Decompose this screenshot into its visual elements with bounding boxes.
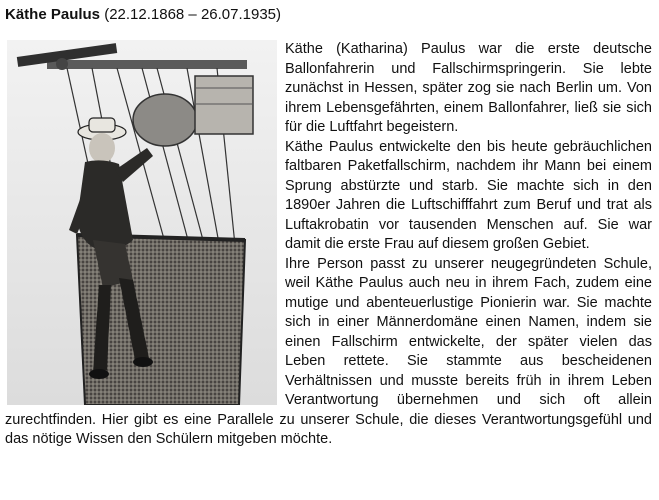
life-dates: (22.12.1868 – 26.07.1935) (100, 6, 282, 23)
article-body (5, 40, 652, 450)
person-name: Käthe Paulus (5, 6, 101, 23)
paragraph-intro: Käthe (Katharina) Paulus war die erste deutsche Ballonfahrerin und Fallschirmspringerin. Sie lebte zunächst in Hessen, später zog sie nach Berlin um. Von ihrem Lebensgefährten, einem Ballonfahrer, ließ sie sich für die Luftfahrt begeistern. (285, 41, 652, 135)
photo-float-space (5, 40, 285, 405)
page-title (5, 6, 281, 24)
paragraph-parachute: Käthe Paulus entwickelte den bis heute gebräuchlichen faltbaren Paketfallschirm, nachdem ihr Mann bei einem Sprung abstürzte und starb. Sie machte sich in den 1890er Jahren die Luftschifffahrt zum Beruf und trat als Luftakrobatin vor tausenden Menschen auf. Sie war damit die erste Frau auf diesem großen Gebiet. (285, 138, 652, 252)
paragraph-school: Ihre Person passt zu unserer neugegründeten Schule, weil Käthe Paulus auch neu in ihrem Fach, zudem eine mutige und abenteuerlustige Pionierin war. Sie machte sich in einer Männerdomäne einen Namen, indem sie einen Fallschirm entwickelte, der später vielen das Leben rettete. Sie stammte aus bescheidenen Verhältnissen und musste bereits früh in ihrem Leben Verantwortung übernehmen und sich oft allein zurechtfinden. Hier gibt es eine Parallele zu unserer Schule, die dieses Verantwortungsgefühl und das nötige Wissen den Schülern mitgeben möchte. (5, 255, 652, 447)
